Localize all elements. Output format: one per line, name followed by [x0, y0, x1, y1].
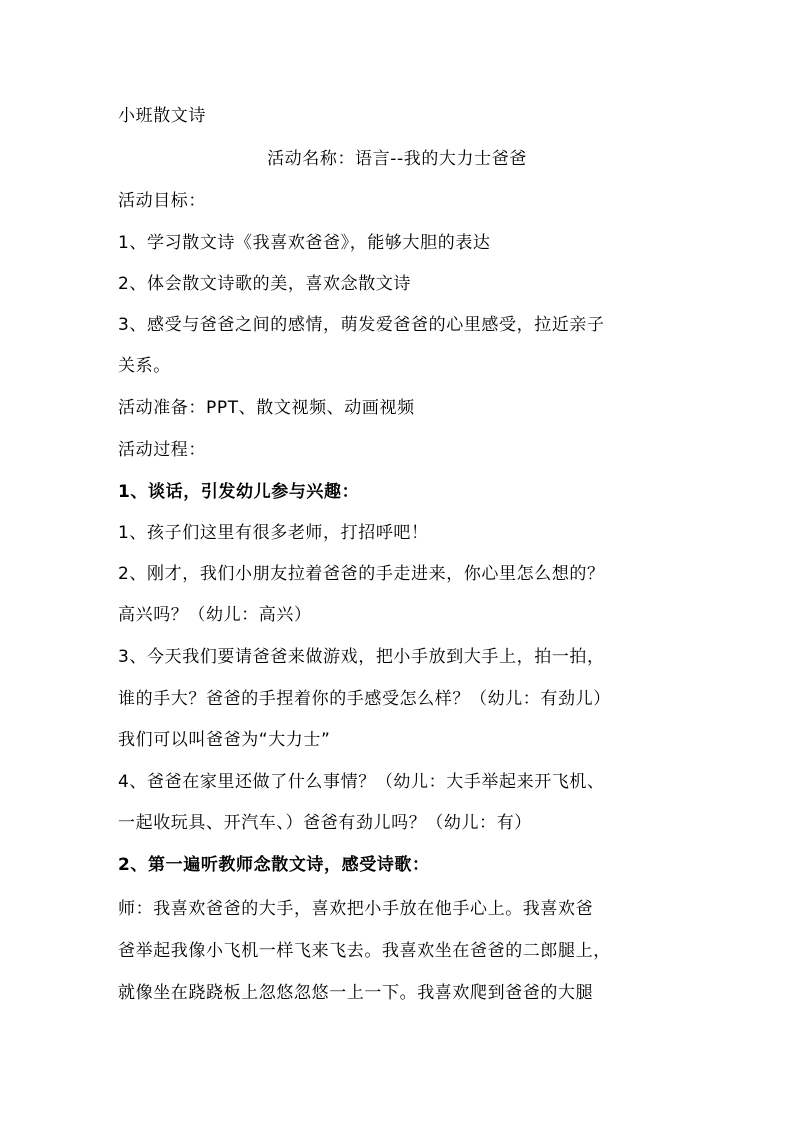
section-line: 我们可以叫爸爸为“大力士”	[118, 730, 331, 750]
section-line: 1、孩子们这里有很多老师，打招呼吧！	[118, 523, 429, 543]
goal-item: 1、学习散文诗《我喜欢爸爸》，能够大胆的表达	[118, 233, 491, 253]
goal-item: 3、感受与爸爸之间的感情，萌发爱爸爸的心里感受，拉近亲子	[118, 315, 605, 335]
section-heading: 2、第一遍听教师念散文诗，感受诗歌：	[118, 855, 430, 875]
goals-heading: 活动目标：	[118, 191, 206, 211]
section-line: 高兴吗？（幼儿：高兴）	[118, 605, 312, 625]
section-line: 3、今天我们要请爸爸来做游戏，把小手放到大手上，拍一拍，	[118, 647, 605, 667]
preparation: 活动准备：PPT、散文视频、动画视频	[118, 398, 415, 418]
section-line: 4、爸爸在家里还做了什么事情？（幼儿：大手举起来开飞机、	[118, 772, 605, 792]
section-heading: 1、谈话，引发幼儿参与兴趣：	[118, 482, 360, 502]
goal-item-continued: 关系。	[118, 356, 171, 376]
doc-title: 活动名称：语言--我的大力士爸爸	[267, 149, 527, 169]
section-line: 2、刚才，我们小朋友拉着爸爸的手走进来，你心里怎么想的？	[118, 564, 605, 584]
process-heading: 活动过程：	[118, 440, 206, 460]
section-line: 谁的手大？爸爸的手捏着你的手感受怎么样？（幼儿：有劲儿）	[118, 689, 611, 709]
section-line: 师：我喜欢爸爸的大手，喜欢把小手放在他手心上。我喜欢爸	[118, 899, 594, 919]
goal-item: 2、体会散文诗歌的美，喜欢念散文诗	[118, 274, 412, 294]
section-line: 一起收玩具、开汽车、）爸爸有劲儿吗？（幼儿：有）	[118, 813, 532, 833]
doc-category: 小班散文诗	[118, 106, 206, 126]
section-line: 就像坐在跷跷板上忽悠忽悠一上一下。我喜欢爬到爸爸的大腿	[118, 983, 594, 1003]
section-line: 爸举起我像小飞机一样飞来飞去。我喜欢坐在爸爸的二郎腿上，	[118, 941, 611, 961]
